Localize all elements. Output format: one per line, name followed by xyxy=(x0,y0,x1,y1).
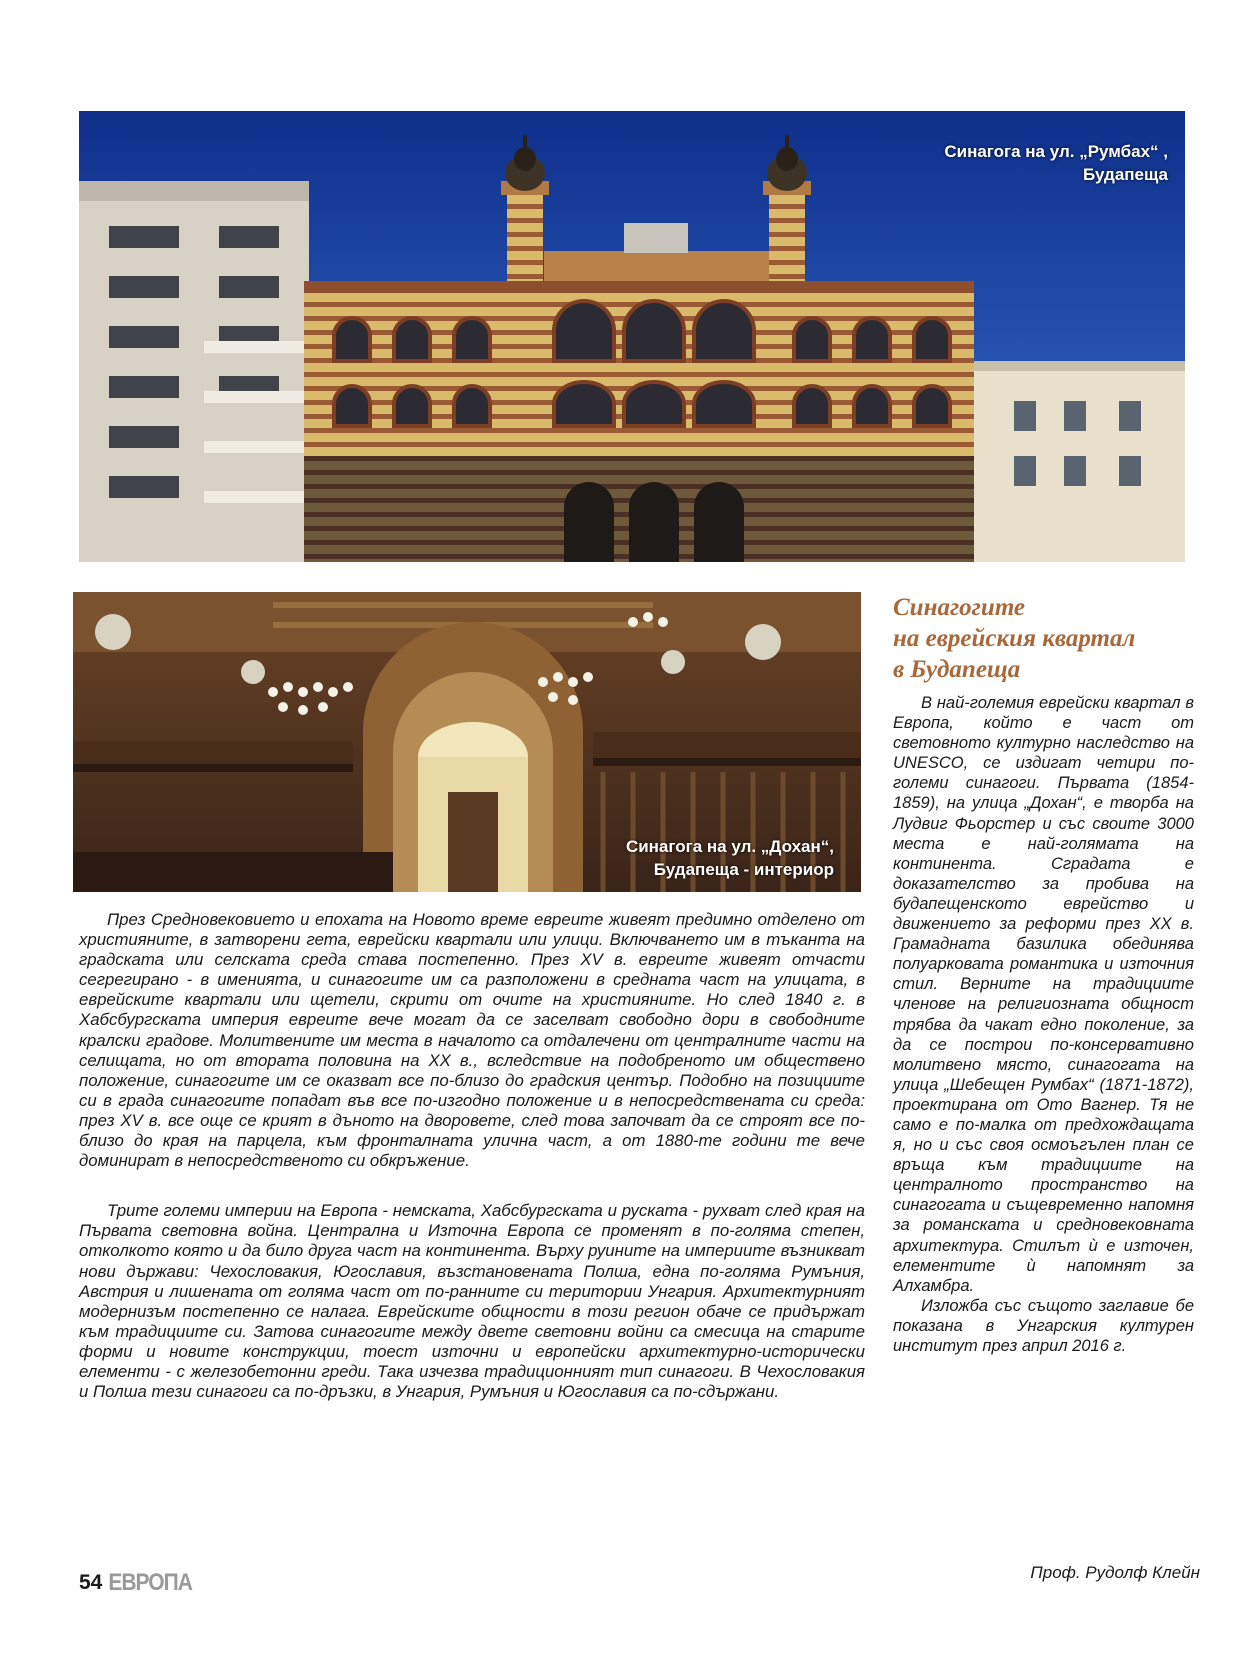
page-number: 54 xyxy=(79,1571,103,1594)
magazine-logo: ЕВРОПА xyxy=(108,1569,192,1596)
side-paragraph: В най-големия еврейски квартал в Европа, който е част от световното културно наследство на UNESCO, се издигат четири по-големи синагоги. Първата (1854-1859), на улица „Дохан“, е творба на Лудвиг Фьорстер и със своите 3000 места е най-голямата на континента. Сградата е доказателство за пробива на будапещенското еврейство и движението за реформи през XX в. Грамадната базилика обединява полуарковата романтика и източния стил. Верните на традициите членове на религиозната общност трябва да чакат едно поколение, за да се построи по-консервативно молитвено място, синагогата на улица „Шебещен Румбах“ (1871-1872), проектирана от Ото Вагнер. Тя не само е по-малка от предхождащата я, но и със своя осмоъгълен план се връща към традициите на централното пространство на синагогата и същевременно напомня за романската и средновековната архитектура. Стилът ѝ е източен, елементите ѝ напомнят за Алхамбра. xyxy=(893,694,1194,1295)
caption-line: Будапеща xyxy=(1083,165,1168,184)
main-column xyxy=(79,910,865,1432)
dohany-photo-caption xyxy=(626,835,834,881)
title-line: Синагогите xyxy=(893,594,1026,621)
author-signature: Проф. Рудолф Клейн xyxy=(1030,1563,1200,1582)
main-paragraph: Трите големи империи на Европа - немската, Хабсбургската и руската - рухват след края на Първата световна война. Централна и Източна Европа се променят в по-голяма степен, отколкото която и да било друга част на континента. Върху руините на империите възникват нови държави: Чехословакия, Югославия, възстановената Полша, една по-голяма Румъния, Австрия и лишената от голяма част от по-ранните си територии Унгария. Архитектурният модернизъм постепенно се налага. Еврейските общности в този регион обаче се придържат към традициите си. Затова синагогите между двете световни войни са смесица на старите форми и новите конструкции, тоест източни и европейски архитектурно-исторически елементи - с железобетонни греди. Така изчезва традиционният тип синагоги. В Чехословакия и Полша тези синагоги са по-дръзки, в Унгария, Румъния и Югославия са по-сдържани. xyxy=(79,1201,865,1402)
caption-line: Будапеща - интериор xyxy=(653,860,834,879)
page-footer xyxy=(79,1571,192,1595)
article-title xyxy=(893,592,1193,685)
caption-line: Синагога на ул. „Дохан“, xyxy=(625,837,834,856)
title-line: на еврейския квартал xyxy=(893,625,1136,652)
title-line: в Будапеща xyxy=(893,656,1021,683)
side-column xyxy=(893,693,1194,1356)
side-paragraph: Изложба със същото заглавие бе показана в Унгарския културен институт през април 2016 г. xyxy=(893,1296,1194,1355)
main-paragraph: През Средновековието и епохата на Новото време евреите живеят предимно отделено от християните, в затворени гета, еврейски квартали или улици. Включването им в тъканта на градската или селската среда става постепенно. През XV в. евреите живеят отчасти сегрегирано - в имениятa, и синагогите им са разположени в средната част на улицата, в еврейските квартали или щетели, скрити от очите на християните. Но след 1840 г. в Хабсбургската империя евреите вече могат да се заселват свободно дори в свободните кралски градове. Молитвените им места в началото са отдалечени от централните части на селищата, но от втората половина на XX в., вследствие на подобреното им обществено положение, синагогите им се оказват все по-близо до градския център. Подобно на позициите си в града синагогите попадат във все по-изгодно положение и в непосредствената си среда: през XV в. все още се крият в дъното на дворовете, след това започват да се строят все по-близо до края на парцела, към фронталната улична част, а от 1880-те години те вече доминират в непосредственото си обкръжение. xyxy=(79,910,865,1171)
rumbach-photo-caption xyxy=(944,140,1168,186)
caption-line: Синагога на ул. „Румбах“ , xyxy=(944,142,1168,161)
